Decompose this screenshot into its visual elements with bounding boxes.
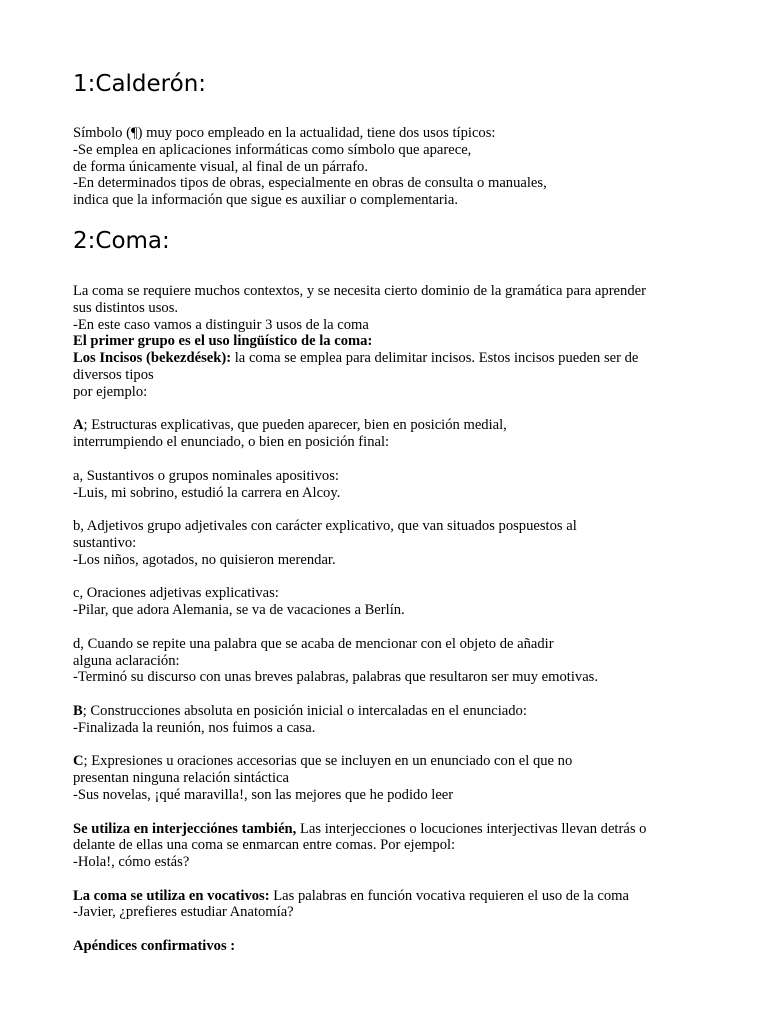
incisos-line: por ejemplo: [73,383,148,400]
vocativos-line [73,888,723,905]
calderon-line: indica que la información que sigue es auxiliar o complementaria. [73,192,458,209]
interjecciones-label: Se utiliza en interjecciónes también, [73,820,297,837]
item-A-label: A [73,417,84,434]
vocativos-line: -Javier, ¿prefieres estudiar Anatomía? [73,904,294,921]
vocativos-text: Las palabras en función vocativa requieren el uso de la coma [269,887,630,904]
coma-body [73,283,723,955]
incisos-line: diversos tipos [73,366,154,383]
item-A-text: ; Estructuras explicativas, que pueden aparecer, bien en posición medial, [83,417,507,434]
coma-intro-line: La coma se requiere muchos contextos, y se necesita cierto dominio de la gramática para aprender [73,283,646,299]
incisos-line [73,350,723,367]
item-c-line: -Pilar, que adora Alemania, se va de vacaciones a Berlín. [73,602,405,619]
item-b-line: -Los niños, agotados, no quisieron merendar. [73,551,336,568]
item-A-line [73,417,723,434]
item-d-line: -Terminó su discurso con unas breves palabras, palabras que resultaron ser muy emotivas. [73,669,599,686]
item-d-line: d, Cuando se repite una palabra que se acaba de mencionar con el objeto de añadir [73,635,554,652]
vocativos-label: La coma se utiliza en vocativos: [73,887,270,904]
heading-coma: 2:Coma: [73,228,170,254]
interjecciones-text: Las interjecciones o locuciones interjectivas llevan detrás o [296,820,647,837]
coma-intro-line: sus distintos usos. [73,299,179,316]
item-B-line [73,703,723,720]
item-A-line: interrumpiendo el enunciado, o bien en posición final: [73,434,390,451]
calderon-line: de forma únicamente visual, al final de un párrafo. [73,158,368,175]
coma-intro-line: -En este caso vamos a distinguir 3 usos de la coma [73,316,369,333]
group-title-text: El primer grupo es el uso lingüístico de la coma: [73,333,373,350]
interjecciones-line: -Hola!, cómo estás? [73,854,190,871]
item-a-line: a, Sustantivos o grupos nominales apositivos: [73,467,339,484]
item-a-line: -Luis, mi sobrino, estudió la carrera en Alcoy. [73,484,341,501]
item-b-line: b, Adjetivos grupo adjetivales con carácter explicativo, que van situados pospuestos al [73,518,577,535]
apendices-label: Apéndices confirmativos : [73,938,236,955]
item-C-label: C [73,753,84,770]
item-C-line [73,753,723,770]
incisos-text: la coma se emplea para delimitar incisos. Estos incisos pueden ser de [231,350,639,367]
item-C-line: presentan ninguna relación sintáctica [73,770,289,787]
interjecciones-line: delante de ellas una coma se enmarcan entre comas. Por ejempol: [73,837,456,854]
item-C-line: -Sus novelas, ¡qué maravilla!, son las mejores que he podido leer [73,786,454,803]
item-B-line: -Finalizada la reunión, nos fuimos a casa. [73,719,316,736]
item-d-line: alguna aclaración: [73,652,180,669]
calderon-body [73,125,723,209]
item-b-line: sustantivo: [73,534,137,551]
calderon-line: -En determinados tipos de obras, especialmente en obras de consulta o manuales, [73,175,547,192]
group-title [73,333,723,350]
calderon-line: -Se emplea en aplicaciones informáticas como símbolo que aparece, [73,141,472,158]
incisos-label: Los Incisos (bekezdések): [73,350,232,367]
apendices-line [73,938,723,955]
calderon-line: Símbolo (¶) muy poco empleado en la actualidad, tiene dos usos típicos: [73,125,496,141]
interjecciones-line [73,821,723,838]
item-c-line: c, Oraciones adjetivas explicativas: [73,585,279,602]
heading-calderon: 1:Calderón: [73,71,207,97]
item-B-text: ; Construcciones absoluta en posición inicial o intercaladas en el enunciado: [82,702,527,719]
item-C-text: ; Expresiones u oraciones accesorias que se incluyen en un enunciado con el que no [83,753,573,770]
item-B-label: B [73,702,83,719]
